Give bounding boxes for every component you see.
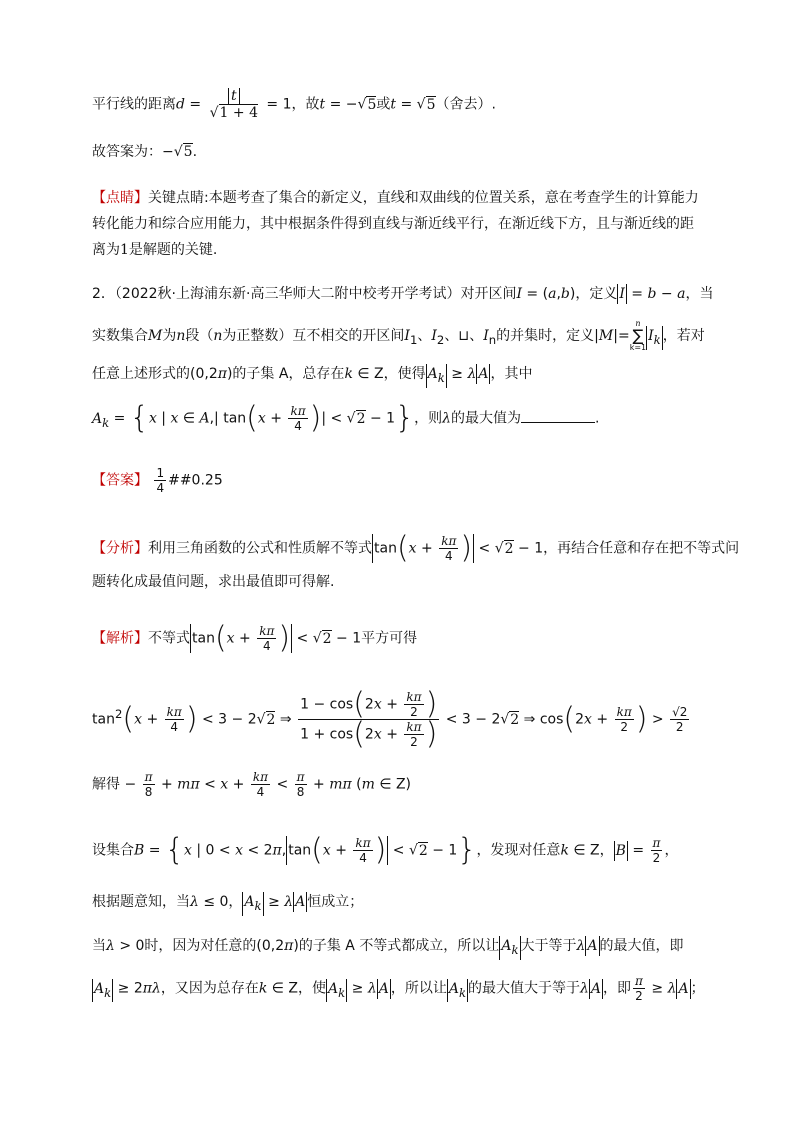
distance-line: 平行线的距离d = $\frac{t}{√1 + 4}$ = 1，故t = −√5或t = √5（舍去）. xyxy=(92,88,496,121)
solution-case-1: 根据题意知，当λ ≤ 0， $A_k \ge \lambda$ A 恒成立； xyxy=(92,892,363,916)
answer-row: 【答案】 $\frac{1}{4}$ ##0.25 xyxy=(92,466,223,495)
question-source: （2022秋·上海浦东新·高三华师大二附中校考开学考试） xyxy=(114,286,461,302)
solution-tag: 【解析】 xyxy=(92,630,148,647)
solution-set-b: 设集合B = {x | 0 < x < 2π, tan(x + $\frac{k\pi}{4}$ ) < √2 − 1}，发现对任意k ∈ Z， B = $\frac{\pi}{2}$ ， xyxy=(92,832,679,868)
solution-case-2-line-2: $A_k \ge 2\pi\lambda$，又因为总存在k ∈ Z，使 $A_k \ge \lambda$ A ，所以让 $A_k$ 的最大值大于等于λ A ，即 $\frac{\pi}{2}$ ≥ λ A ； xyxy=(94,974,705,1003)
analysis-line-1: 【分析】利用三角函数的公式和性质解不等式 tan(x + $\frac{k\pi}{4}$ ) < √2 − 1，再结合任意和存在把不等式问 xyxy=(92,530,740,566)
analysis-line-2: 题转化成最值问题，求出最值即可得解. xyxy=(92,574,335,590)
answer-tag: 【答案】 xyxy=(92,472,148,489)
answer-blank[interactable] xyxy=(521,408,595,423)
answer-line: 故答案为：−√5. xyxy=(92,144,198,160)
question-2-line-4: $A_k = \{x$ | x ∈ A,| tan(x + $\frac{k\pi}{4}$ )| < √2 − 1}，则λ的最大值为 . xyxy=(92,400,600,436)
key-point-tag: 【点睛】 xyxy=(92,190,148,206)
key-point-2: 转化能力和综合应用能力，其中根据条件得到直线与渐近线平行，在渐近线下方，且与渐近线的距 xyxy=(92,216,694,232)
solution-range: 解得 − $\frac{\pi}{8}$ + mπ < x + $\frac{k\pi}{4}$ < $\frac{\pi}{8}$ + mπ (m ∈ Z) xyxy=(92,770,412,799)
question-2-line-2: 实数集合M为n段（n为正整数）互不相交的开区间$I_1$、$I_2$、⊔、$I_n$的并集时，定义|M|= n ∑ k=1 $I_k$ ，若对 xyxy=(92,319,705,352)
question-2-line-1: 2．（2022秋·上海浦东新·高三华师大二附中校考开学考试）对开区间I = (a,b)，定义 I = b − a，当 xyxy=(92,286,714,302)
key-point-3: 离为1是解题的关键. xyxy=(92,242,218,258)
question-2-line-3: 任意上述形式的(0,2π)的子集 A，总存在k ∈ Z，使得 $A_k \ge \lambda$ A ，其中 xyxy=(92,364,532,388)
solution-case-2-line-1: 当λ > 0时，因为对任意的(0,2π)的子集 A 不等式都成立，所以让 $A_k$ 大于等于λ A 的最大值，即 xyxy=(92,936,684,960)
key-point-1: 【点睛】关键点睛:本题考查了集合的新定义，直线和双曲线的位置关系，意在考查学生的计算能力 xyxy=(92,190,699,206)
solution-equation: $\tan^2(x$ + $\frac{k\pi}{4}$ ) < 3 − 2√2 ⇒ 1 − cos(2x + $\frac{k\pi}{2}$ ) 1 + cos(2x + $\frac{k\pi}{2}$ ) < 3 − 2√2 ⇒ cos(2x + $\frac{k\pi}{2}$ ) > $\frac{√2}{2}$ xyxy=(92,686,688,752)
analysis-tag: 【分析】 xyxy=(92,540,148,557)
solution-line-1: 【解析】不等式 tan(x + $\frac{k\pi}{4}$ ) < √2 − 1平方可得 xyxy=(92,620,418,656)
